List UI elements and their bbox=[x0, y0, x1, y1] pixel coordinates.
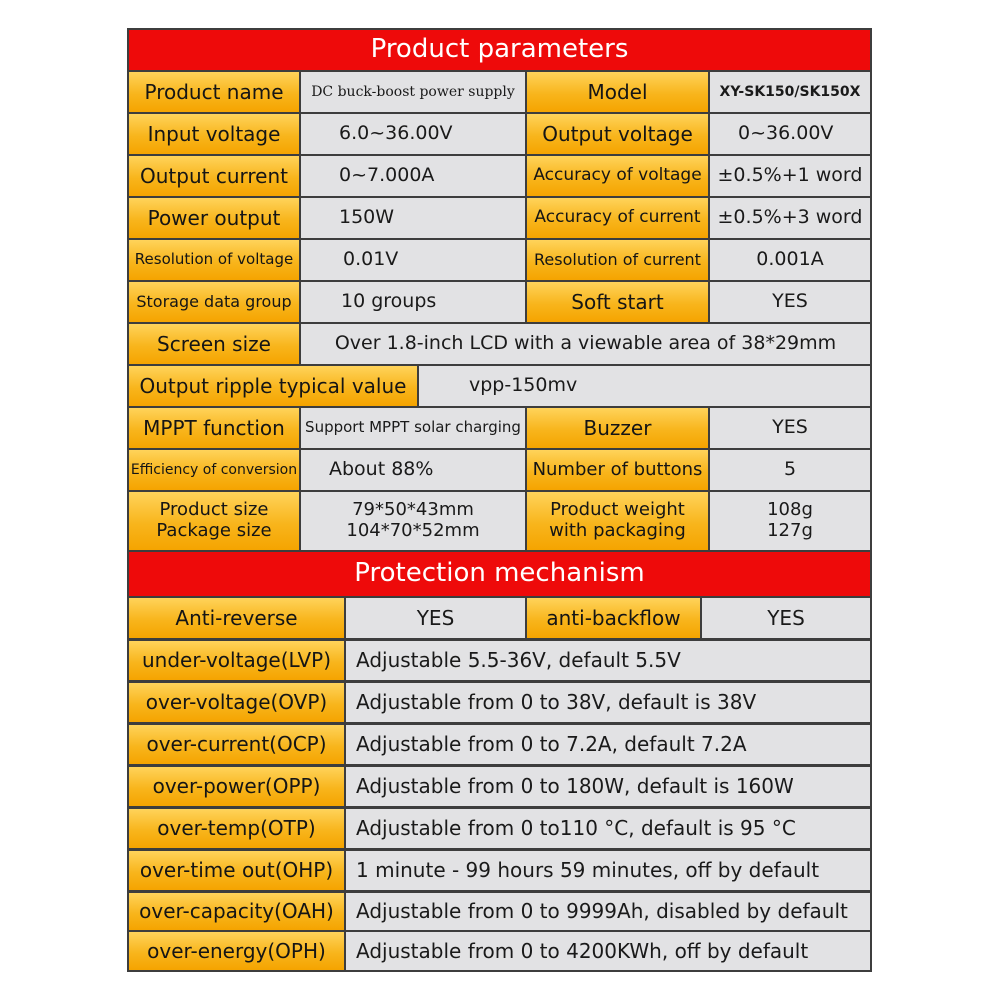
product-size-label: Product size bbox=[159, 499, 269, 521]
input-voltage-label: Input voltage bbox=[129, 114, 299, 154]
power-output-label: Power output bbox=[129, 198, 299, 238]
sizes-label bbox=[129, 492, 299, 550]
buzzer-label: Buzzer bbox=[527, 408, 708, 448]
model-value: XY-SK150/SK150X bbox=[710, 72, 870, 112]
efficiency-value: About 88% bbox=[301, 450, 525, 490]
accuracy-voltage-label: Accuracy of voltage bbox=[527, 156, 708, 196]
product-name-label: Product name bbox=[129, 72, 299, 112]
accuracy-current-value: ±0.5%+3 word bbox=[710, 198, 870, 238]
anti-backflow-value: YES bbox=[702, 598, 870, 638]
protection-mechanism-header: Protection mechanism bbox=[129, 552, 870, 596]
spec-sheet bbox=[127, 28, 872, 972]
otp-label: over-temp(OTP) bbox=[129, 809, 344, 848]
lvp-label: under-voltage(LVP) bbox=[129, 641, 344, 680]
model-label: Model bbox=[527, 72, 708, 112]
package-size-value: 104*70*52mm bbox=[346, 520, 480, 541]
ovp-label: over-voltage(OVP) bbox=[129, 683, 344, 722]
otp-value: Adjustable from 0 to110 °C, default is 95 °C bbox=[346, 809, 870, 848]
screen-size-label: Screen size bbox=[129, 324, 299, 364]
sizes-value bbox=[301, 492, 525, 550]
ohp-label: over-time out(OHP) bbox=[129, 851, 344, 890]
output-current-label: Output current bbox=[129, 156, 299, 196]
power-output-value: 150W bbox=[301, 198, 525, 238]
mppt-label: MPPT function bbox=[129, 408, 299, 448]
anti-reverse-value: YES bbox=[346, 598, 525, 638]
product-name-value: DC buck-boost power supply bbox=[301, 72, 525, 112]
storage-group-value: 10 groups bbox=[301, 282, 525, 322]
oph-value: Adjustable from 0 to 4200KWh, off by default bbox=[346, 932, 870, 970]
output-current-value: 0~7.000A bbox=[301, 156, 525, 196]
accuracy-voltage-value: ±0.5%+1 word bbox=[710, 156, 870, 196]
ohp-value: 1 minute - 99 hours 59 minutes, off by default bbox=[346, 851, 870, 890]
output-voltage-label: Output voltage bbox=[527, 114, 708, 154]
ocp-label: over-current(OCP) bbox=[129, 725, 344, 764]
soft-start-label: Soft start bbox=[527, 282, 708, 322]
anti-reverse-label: Anti-reverse bbox=[129, 598, 344, 638]
package-size-label: Package size bbox=[156, 520, 272, 541]
output-voltage-value: 0~36.00V bbox=[710, 114, 870, 154]
buzzer-value: YES bbox=[710, 408, 870, 448]
accuracy-current-label: Accuracy of current bbox=[527, 198, 708, 238]
packaging-weight-label: with packaging bbox=[549, 520, 686, 541]
storage-group-label: Storage data group bbox=[129, 282, 299, 322]
product-parameters-header: Product parameters bbox=[129, 30, 870, 70]
opp-value: Adjustable from 0 to 180W, default is 160W bbox=[346, 767, 870, 806]
resolution-voltage-value: 0.01V bbox=[301, 240, 525, 280]
resolution-voltage-label: Resolution of voltage bbox=[129, 240, 299, 280]
product-size-value: 79*50*43mm bbox=[352, 499, 474, 521]
resolution-current-label: Resolution of current bbox=[527, 240, 708, 280]
soft-start-value: YES bbox=[710, 282, 870, 322]
input-voltage-value: 6.0~36.00V bbox=[301, 114, 525, 154]
screen-size-value: Over 1.8-inch LCD with a viewable area of 38*29mm bbox=[301, 324, 870, 364]
output-ripple-value: vpp-150mv bbox=[419, 366, 870, 406]
mppt-value: Support MPPT solar charging bbox=[301, 408, 525, 448]
product-weight-value: 108g bbox=[767, 499, 813, 521]
buttons-value: 5 bbox=[710, 450, 870, 490]
output-ripple-label: Output ripple typical value bbox=[129, 366, 417, 406]
product-weight-label: Product weight bbox=[550, 499, 685, 521]
oah-value: Adjustable from 0 to 9999Ah, disabled by default bbox=[346, 893, 870, 930]
oph-label: over-energy(OPH) bbox=[129, 932, 344, 970]
weights-value bbox=[710, 492, 870, 550]
anti-backflow-label: anti-backflow bbox=[527, 598, 700, 638]
oah-label: over-capacity(OAH) bbox=[129, 893, 344, 930]
ovp-value: Adjustable from 0 to 38V, default is 38V bbox=[346, 683, 870, 722]
packaging-weight-value: 127g bbox=[767, 520, 813, 541]
buttons-label: Number of buttons bbox=[527, 450, 708, 490]
opp-label: over-power(OPP) bbox=[129, 767, 344, 806]
ocp-value: Adjustable from 0 to 7.2A, default 7.2A bbox=[346, 725, 870, 764]
efficiency-label: Efficiency of conversion bbox=[129, 450, 299, 490]
lvp-value: Adjustable 5.5-36V, default 5.5V bbox=[346, 641, 870, 680]
weights-label bbox=[527, 492, 708, 550]
resolution-current-value: 0.001A bbox=[710, 240, 870, 280]
